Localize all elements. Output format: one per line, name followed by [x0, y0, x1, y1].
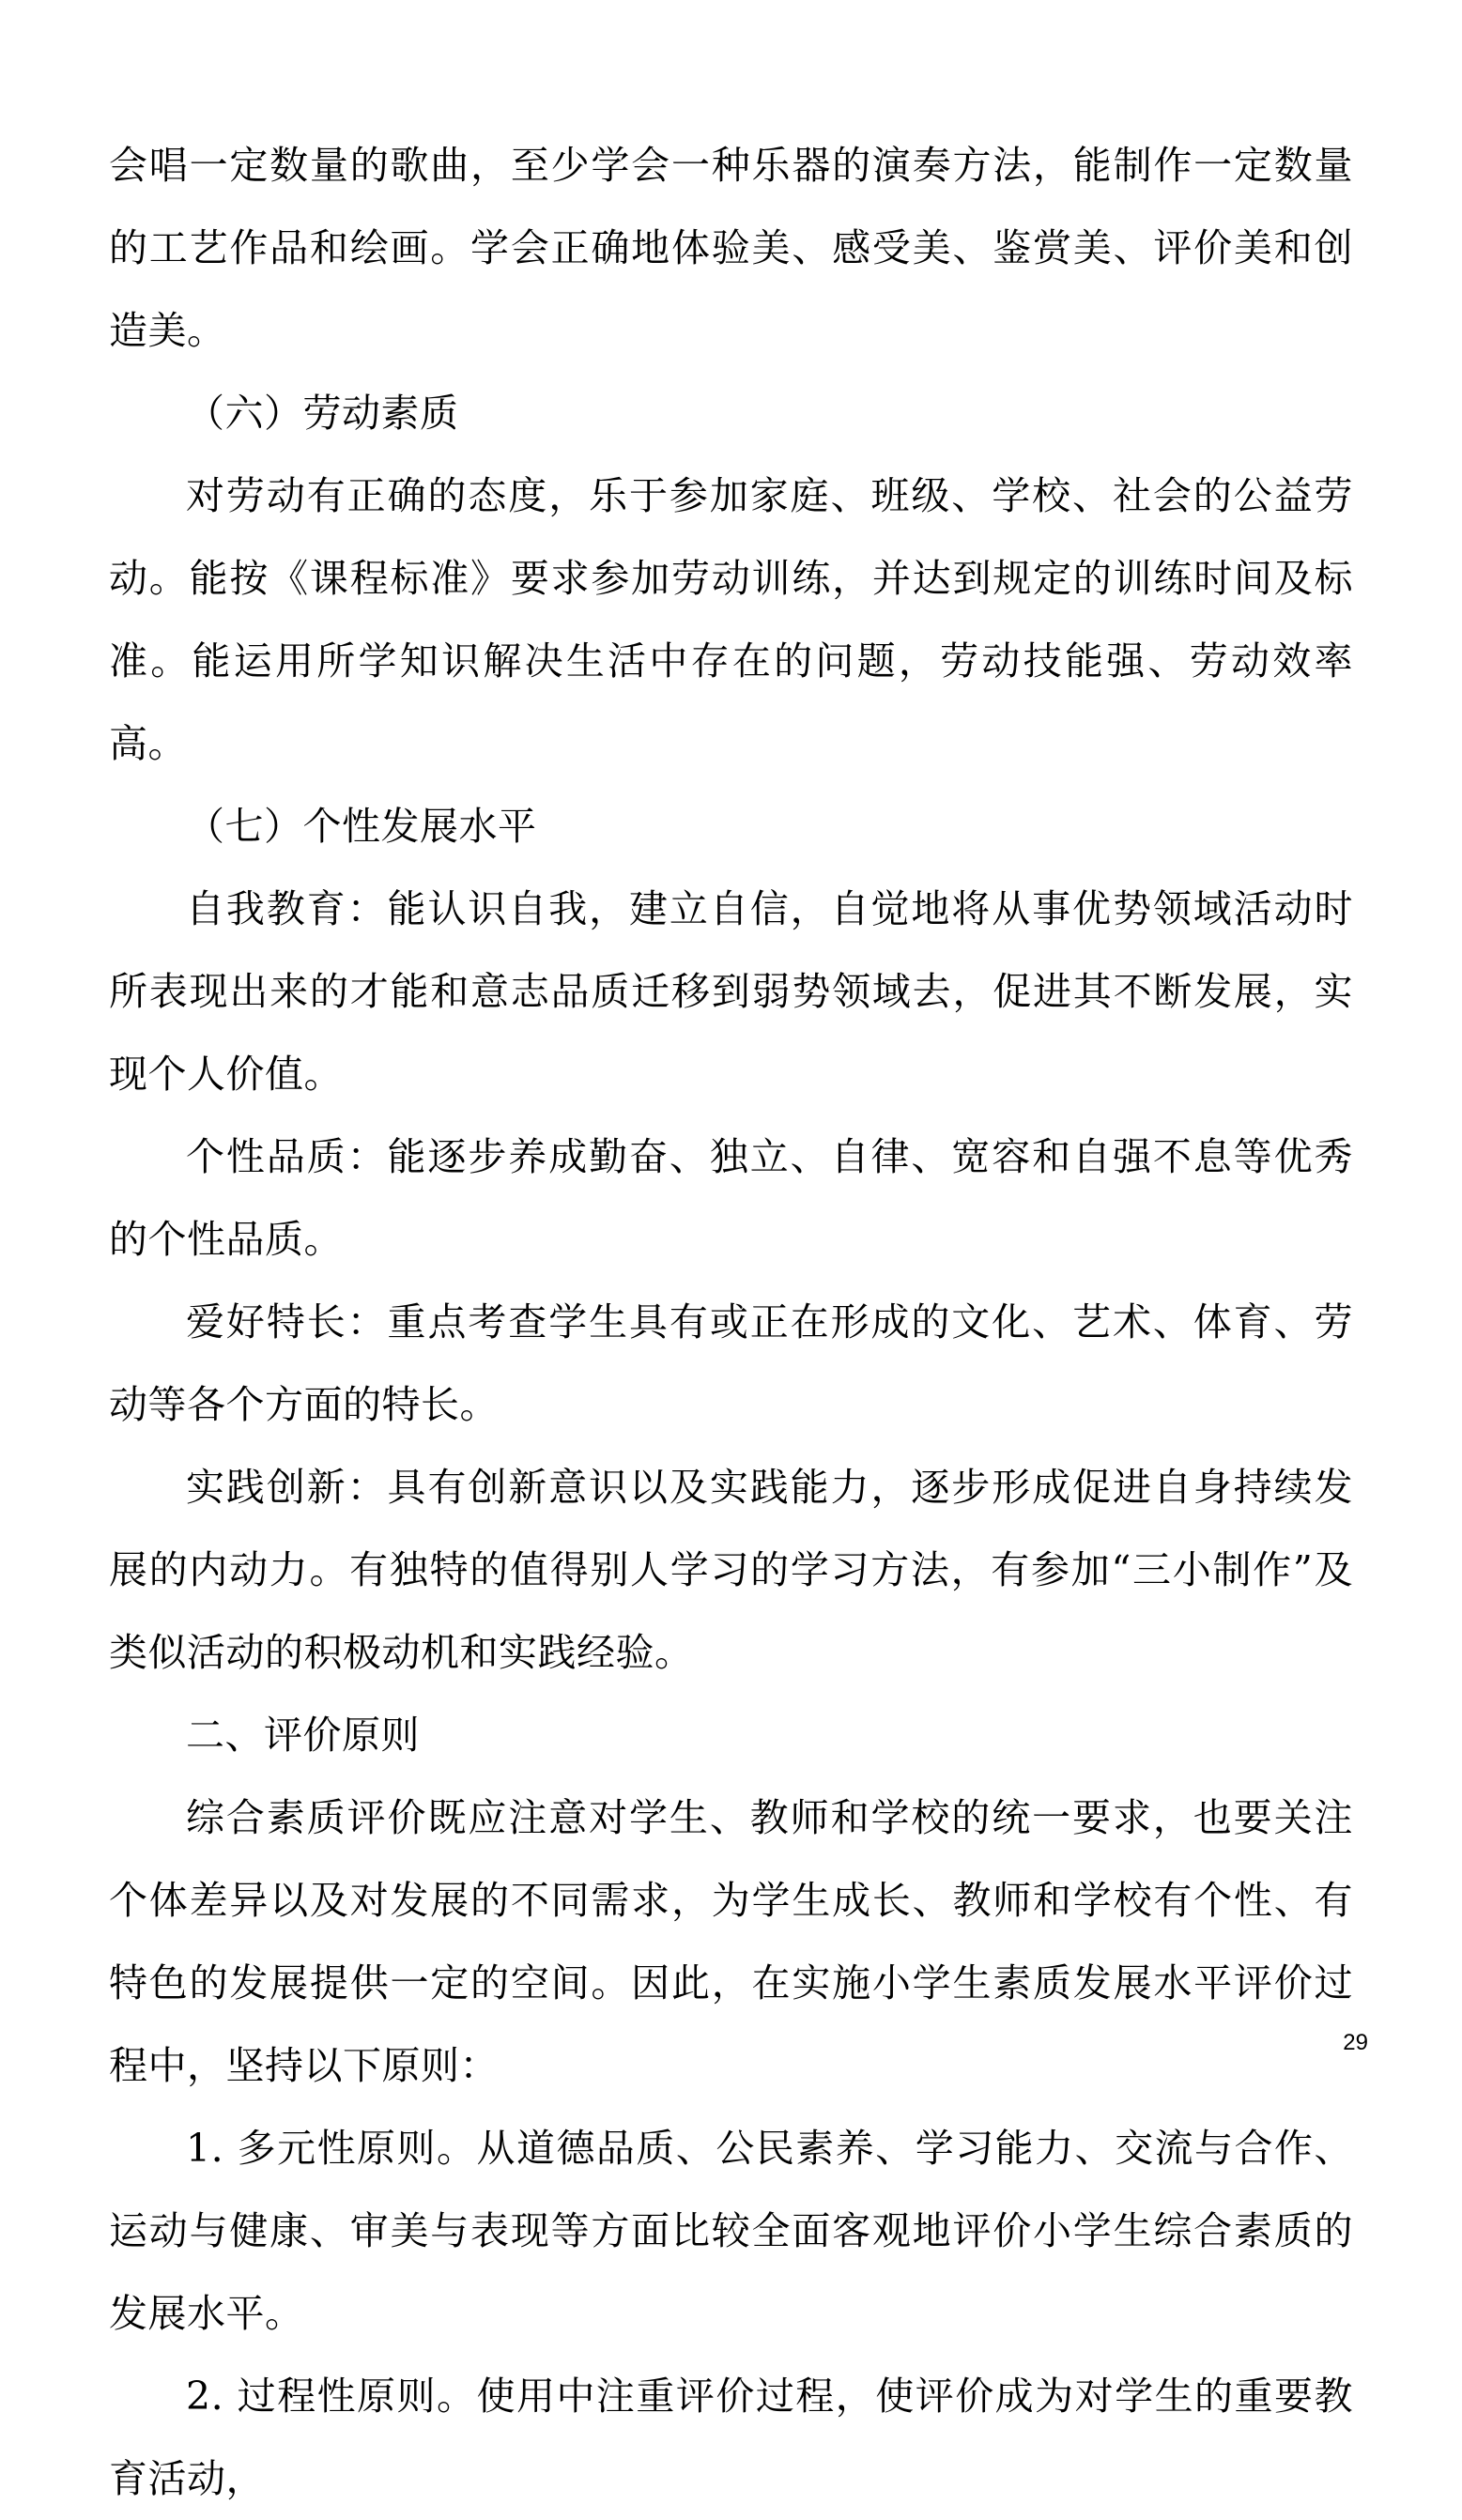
paragraph-self-education: 自我教育：能认识自我，建立自信，自觉地将从事优势领域活动时所表现出来的才能和意志品质迁移到弱势领域去，促进其不断发展，实现个人价值。 [109, 886, 1353, 1097]
paragraph-evaluation-intro: 综合素质评价既应注意对学生、教师和学校的统一要求，也要关注个体差异以及对发展的不同需求，为学生成长、教师和学校有个性、有特色的发展提供一定的空间。因此，在实施小学生素质发展水平评价过程中，坚持以下原则： [109, 1795, 1353, 2088]
paragraph-principle-process: 2. 过程性原则。使用中注重评价过程，使评价成为对学生的重要教育活动， [109, 2374, 1353, 2501]
page-number: 29 [1343, 2030, 1368, 2055]
document-body [109, 124, 1353, 2520]
heading-labor-quality: （六）劳动素质 [186, 391, 459, 436]
paragraph-practice-innovation: 实践创新：具有创新意识以及实践能力，逐步形成促进自身持续发展的内动力。有独特的值得别人学习的学习方法，有参加“三小制作”及类似活动的积极动机和实践经验。 [109, 1465, 1353, 1675]
heading-evaluation-principles: 二、评价原则 [186, 1713, 420, 1758]
paragraph-hobbies-specialties: 爱好特长：重点考查学生具有或正在形成的文化、艺术、体育、劳动等各个方面的特长。 [109, 1299, 1353, 1427]
heading-personality-development: （七）个性发展水平 [186, 804, 537, 849]
paragraph-personality-quality: 个性品质：能逐步养成勤奋、独立、自律、宽容和自强不息等优秀的个性品质。 [109, 1134, 1353, 1262]
paragraph-aesthetic-continuation: 会唱一定数量的歌曲，至少学会一种乐器的演奏方法，能制作一定数量的工艺作品和绘画。学会正确地体验美、感受美、鉴赏美、评价美和创造美。 [109, 143, 1353, 353]
paragraph-labor-quality: 对劳动有正确的态度，乐于参加家庭、班级、学校、社会的公益劳动。能按《课程标准》要求参加劳动训练，并达到规定的训练时间及标准。能运用所学知识解决生活中存在的问题，劳动技能强、劳动效率高。 [109, 473, 1353, 766]
paragraph-principle-diversity: 1. 多元性原则。从道德品质、公民素养、学习能力、交流与合作、运动与健康、审美与表现等方面比较全面客观地评价小学生综合素质的发展水平。 [109, 2126, 1353, 2336]
